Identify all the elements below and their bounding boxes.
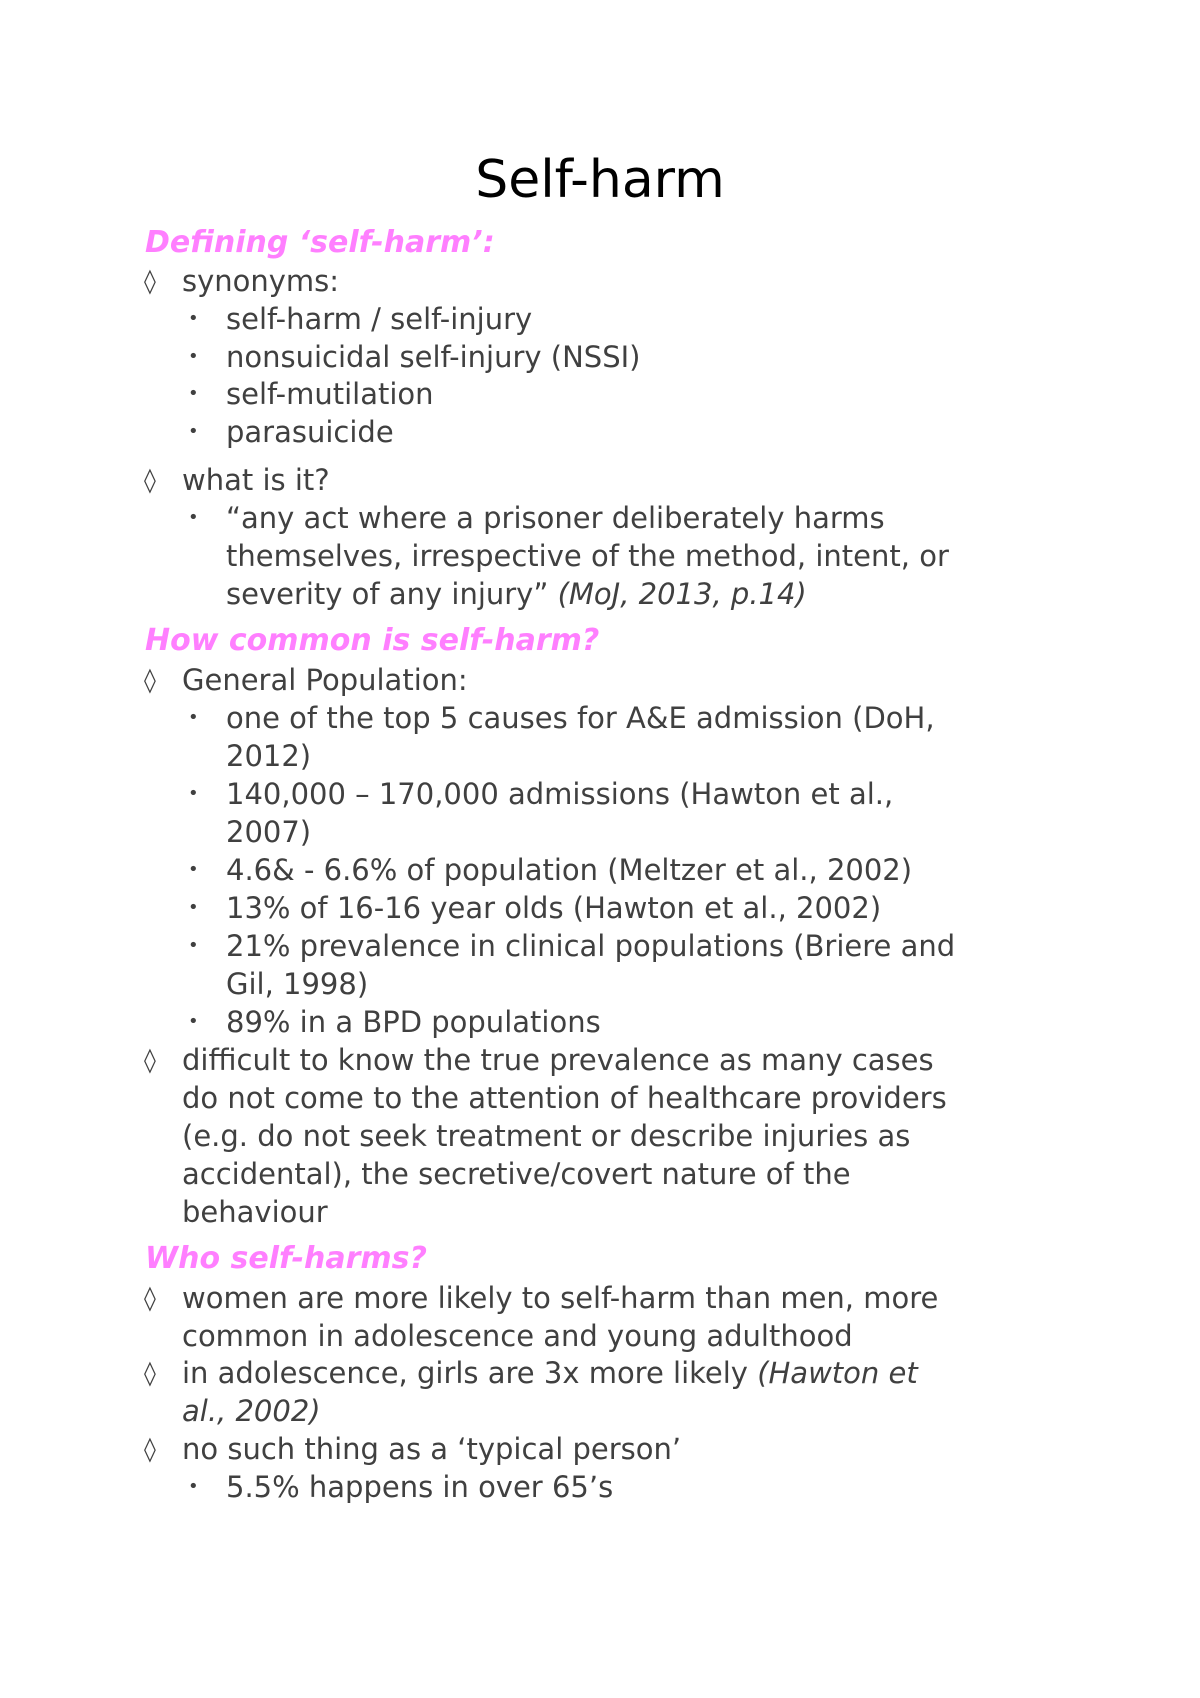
sub-list-continuation xyxy=(226,965,1062,1003)
list-item-general-population xyxy=(144,661,1062,699)
bullet-icon: • xyxy=(188,935,199,956)
bullet-icon: • xyxy=(188,383,199,404)
diamond-bullet-icon: ◊ xyxy=(144,1284,156,1312)
item-text: synonyms: xyxy=(182,264,340,298)
bullet-icon: • xyxy=(188,783,199,804)
item-text: 13% of 16-16 year olds (Hawton et al., 2002) xyxy=(226,891,882,925)
page-title: Self-harm xyxy=(475,150,725,210)
list-continuation xyxy=(182,1392,1062,1430)
sub-list-continuation xyxy=(226,813,1062,851)
item-text: parasuicide xyxy=(226,415,394,449)
diamond-bullet-icon: ◊ xyxy=(144,1435,156,1463)
section-heading-who: Who self-harms? xyxy=(145,1241,427,1276)
item-text: common in adolescence and young adulthood xyxy=(182,1319,853,1353)
sub-list-item xyxy=(188,927,1062,965)
item-text: accidental), the secretive/covert nature of the xyxy=(182,1157,851,1191)
sub-list-item xyxy=(188,1468,1062,1506)
item-text: self-harm / self-injury xyxy=(226,302,533,336)
bullet-icon: • xyxy=(188,1476,199,1497)
list-continuation xyxy=(182,1155,1062,1193)
list-item-women xyxy=(144,1279,1062,1317)
sub-list-item xyxy=(188,775,1062,813)
list-item-typical xyxy=(144,1430,1062,1468)
section-heading-defining: Defining ‘self-harm’: xyxy=(145,225,495,260)
item-text: do not come to the attention of healthcare providers xyxy=(182,1081,947,1115)
definition-continuation xyxy=(226,575,1062,613)
diamond-bullet-icon: ◊ xyxy=(144,267,156,295)
diamond-bullet-icon: ◊ xyxy=(144,1359,156,1387)
item-text: self-mutilation xyxy=(226,377,434,411)
definition-line: “any act where a prisoner deliberately harms xyxy=(226,501,885,535)
list-continuation xyxy=(182,1317,1062,1355)
item-text: Gil, 1998) xyxy=(226,967,369,1001)
diamond-bullet-icon: ◊ xyxy=(144,466,156,494)
item-text: (e.g. do not seek treatment or describe injuries as xyxy=(182,1119,911,1153)
item-text: 4.6& - 6.6% of population (Meltzer et al., 2002) xyxy=(226,853,913,887)
list-continuation xyxy=(182,1193,1062,1231)
sub-list-item xyxy=(188,889,1062,927)
item-text: one of the top 5 causes for A&E admission (DoH, xyxy=(226,701,935,735)
item-text: what is it? xyxy=(182,463,330,497)
sub-list-item xyxy=(188,338,1062,376)
bullet-icon: • xyxy=(188,707,199,728)
bullet-icon: • xyxy=(188,421,199,442)
citation: al., 2002) xyxy=(182,1394,321,1428)
item-text: 21% prevalence in clinical populations (Briere and xyxy=(226,929,956,963)
bullet-icon: • xyxy=(188,897,199,918)
sub-list-item xyxy=(188,375,1062,413)
item-text: women are more likely to self-harm than men, more xyxy=(182,1281,939,1315)
bullet-icon: • xyxy=(188,308,199,329)
list-item-synonyms xyxy=(144,262,1062,300)
item-text: 2007) xyxy=(226,815,312,849)
citation: (MoJ, 2013, p.14) xyxy=(557,577,807,611)
list-continuation xyxy=(182,1079,1062,1117)
item-text: 89% in a BPD populations xyxy=(226,1005,601,1039)
item-text: 5.5% happens in over 65’s xyxy=(226,1470,614,1504)
item-text: difficult to know the true prevalence as many cases xyxy=(182,1043,934,1077)
citation: (Hawton et xyxy=(757,1356,918,1390)
sub-list-item xyxy=(188,699,1062,737)
sub-list-item xyxy=(188,413,1062,451)
item-text: in adolescence, girls are 3x more likely xyxy=(182,1356,758,1390)
diamond-bullet-icon: ◊ xyxy=(144,1046,156,1074)
definition-continuation xyxy=(226,537,1062,575)
bullet-icon: • xyxy=(188,346,199,367)
item-text: no such thing as a ‘typical person’ xyxy=(182,1432,682,1466)
list-item-what-is-it xyxy=(144,461,1062,499)
list-continuation xyxy=(182,1117,1062,1155)
item-text: 140,000 – 170,000 admissions (Hawton et al., xyxy=(226,777,894,811)
bullet-icon: • xyxy=(188,859,199,880)
sub-list-item xyxy=(188,851,1062,889)
item-text: 2012) xyxy=(226,739,312,773)
definition-line: themselves, irrespective of the method, intent, or xyxy=(226,539,949,573)
sub-list-item xyxy=(188,1003,1062,1041)
section-heading-how-common: How common is self-harm? xyxy=(145,623,600,658)
diamond-bullet-icon: ◊ xyxy=(144,666,156,694)
bullet-icon: • xyxy=(188,507,199,528)
sub-list-item xyxy=(188,300,1062,338)
item-text: General Population: xyxy=(182,663,468,697)
item-text: behaviour xyxy=(182,1195,328,1229)
list-item-difficult xyxy=(144,1041,1062,1079)
item-text: nonsuicidal self-injury (NSSI) xyxy=(226,340,641,374)
sub-list-item-definition xyxy=(188,499,1062,537)
definition-line: severity of any injury” xyxy=(226,577,549,611)
sub-list-continuation xyxy=(226,737,1062,775)
bullet-icon: • xyxy=(188,1011,199,1032)
list-item-adolescence xyxy=(144,1354,1062,1392)
